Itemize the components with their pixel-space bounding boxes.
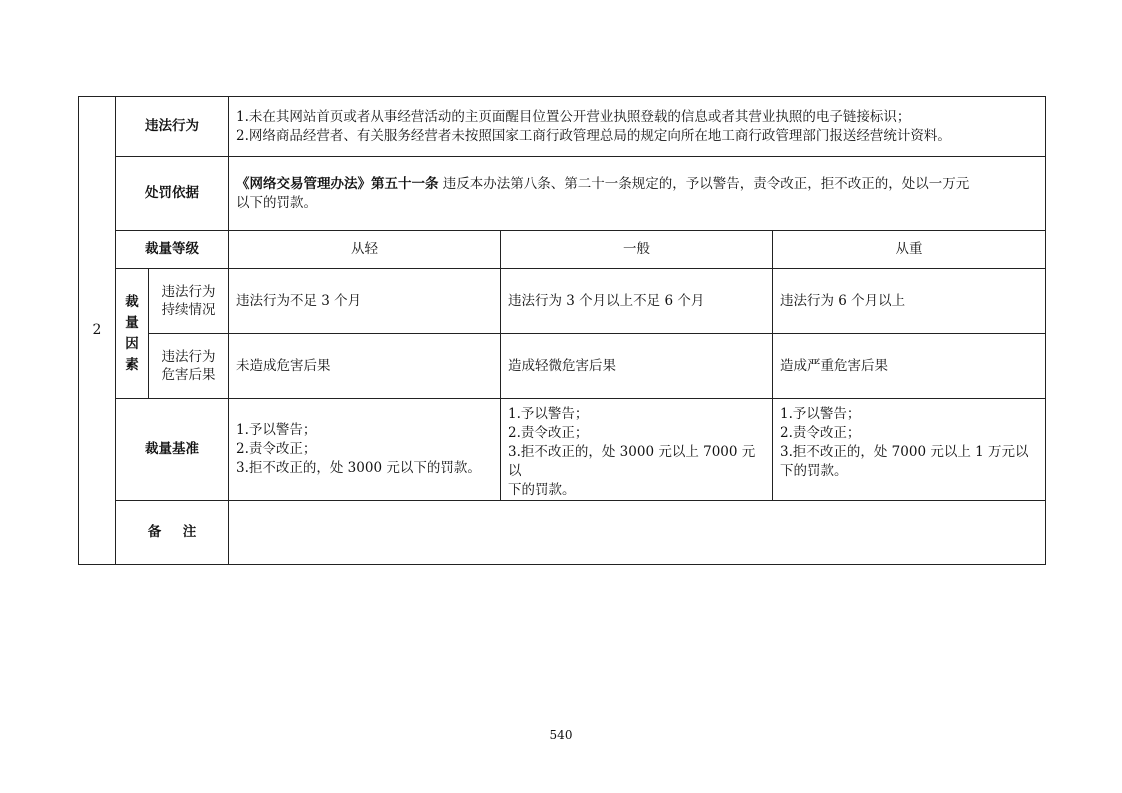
factors-label [116,269,149,399]
level-light: 从轻 [229,231,501,269]
level-heavy: 从重 [773,231,1046,269]
violation-label: 违法行为 [116,97,229,157]
standard-light: 1.予以警告； 2.责令改正； 3.拒不改正的，处 3000 元以下的罚款。 [229,399,501,501]
basis-content [229,157,1046,231]
remarks-value [229,501,1046,565]
remarks-label: 备注 [116,501,229,565]
harm-label: 违法行为 危害后果 [149,334,229,399]
levels-label: 裁量等级 [116,231,229,269]
level-general: 一般 [501,231,773,269]
harm-general: 造成轻微危害后果 [501,334,773,399]
violation-line-1: 1.未在其网站首页或者从事经营活动的主页面醒目位置公开营业执照登载的信息或者其营业执照的电子链接标识； [236,108,911,125]
duration-general: 违法行为 3 个月以上不足 6 个月 [501,269,773,334]
violation-line-2: 2.网络商品经营者、有关服务经营者未按照国家工商行政管理总局的规定向所在地工商行政管理部门报送经营统计资料。 [236,127,951,144]
factors-char: 因 [125,335,139,352]
basis-line-1 [236,175,1039,194]
duration-heavy: 违法行为 6 个月以上 [773,269,1046,334]
row-number-cell: 2 [79,97,116,565]
violation-content [229,97,1046,157]
basis-line-2: 以下的罚款。 [236,194,317,211]
factors-char: 素 [125,356,139,373]
standard-general: 1.予以警告； 2.责令改正； 3.拒不改正的，处 3000 元以上 7000 元以 下的罚款。 [501,399,773,501]
duration-light: 违法行为不足 3 个月 [229,269,501,334]
basis-label: 处罚依据 [116,157,229,231]
standard-label: 裁量基准 [116,399,229,501]
harm-heavy: 造成严重危害后果 [773,334,1046,399]
basis-text: 违反本办法第八条、第二十一条规定的，予以警告，责令改正，拒不改正的，处以一万元 [442,175,970,192]
law-title: 《网络交易管理办法》第五十一条 [236,175,439,192]
duration-label: 违法行为 持续情况 [149,269,229,334]
factors-char: 量 [125,314,139,331]
factors-char: 裁 [125,293,139,310]
page-number: 540 [549,728,573,742]
harm-light: 未造成危害后果 [229,334,501,399]
penalty-discretion-table [78,96,1046,565]
standard-heavy: 1.予以警告； 2.责令改正； 3.拒不改正的，处 7000 元以上 1 万元以 下的罚款。 [773,399,1046,501]
